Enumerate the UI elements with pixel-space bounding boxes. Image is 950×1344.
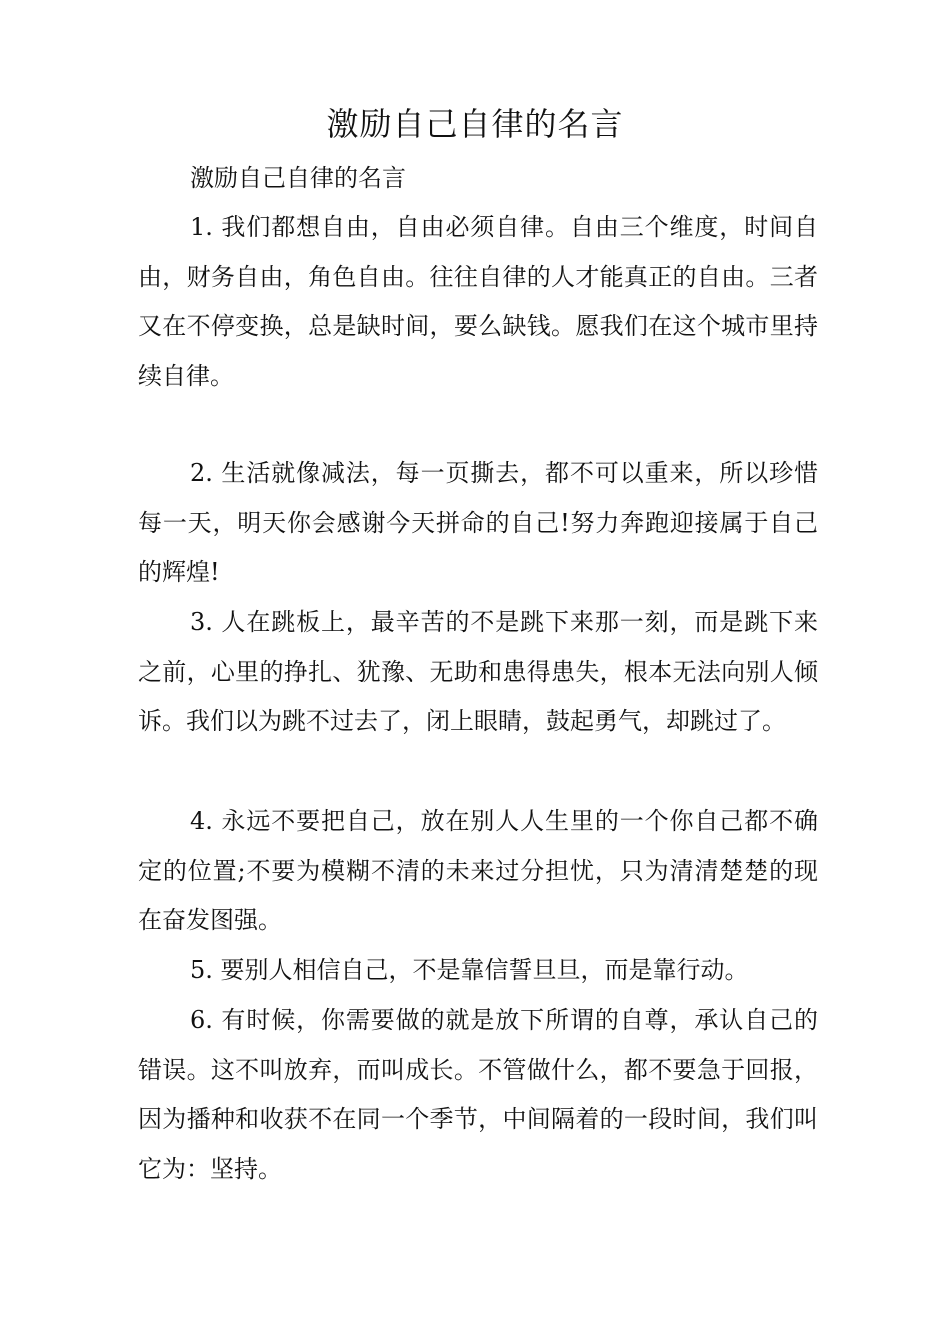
quote-paragraph-1: 1. 我们都想自由，自由必须自律。自由三个维度，时间自由，财务自由，角色自由。往往自律的人才能真正的自由。三者又在不停变换，总是缺时间，要么缺钱。愿我们在这个城市里持续自律。 — [138, 213, 818, 390]
quote-paragraph-5: 5. 要别人相信自己，不是靠信誓旦旦，而是靠行动。 — [190, 956, 749, 984]
document-subtitle: 激励自己自律的名言 — [190, 164, 406, 192]
document-title: 激励自己自律的名言 — [326, 105, 624, 143]
quote-paragraph-6: 6. 有时候，你需要做的就是放下所谓的自尊，承认自己的错误。这不叫放弃，而叫成长。不管做什么，都不要急于回报，因为播种和收获不在同一个季节，中间隔着的一段时间，我们叫它为：坚持。 — [138, 1006, 818, 1183]
quote-paragraph-3: 3. 人在跳板上，最辛苦的不是跳下来那一刻，而是跳下来之前，心里的挣扎、犹豫、无助和患得患失，根本无法向别人倾诉。我们以为跳不过去了，闭上眼睛，鼓起勇气，却跳过了。 — [138, 608, 818, 735]
quote-paragraph-4: 4. 永远不要把自己，放在别人人生里的一个你自己都不确定的位置;不要为模糊不清的未来过分担忧，只为清清楚楚的现在奋发图强。 — [138, 807, 818, 934]
quote-paragraph-2: 2. 生活就像减法，每一页撕去，都不可以重来，所以珍惜每一天，明天你会感谢今天拼命的自己!努力奔跑迎接属于自己的辉煌! — [138, 459, 818, 586]
